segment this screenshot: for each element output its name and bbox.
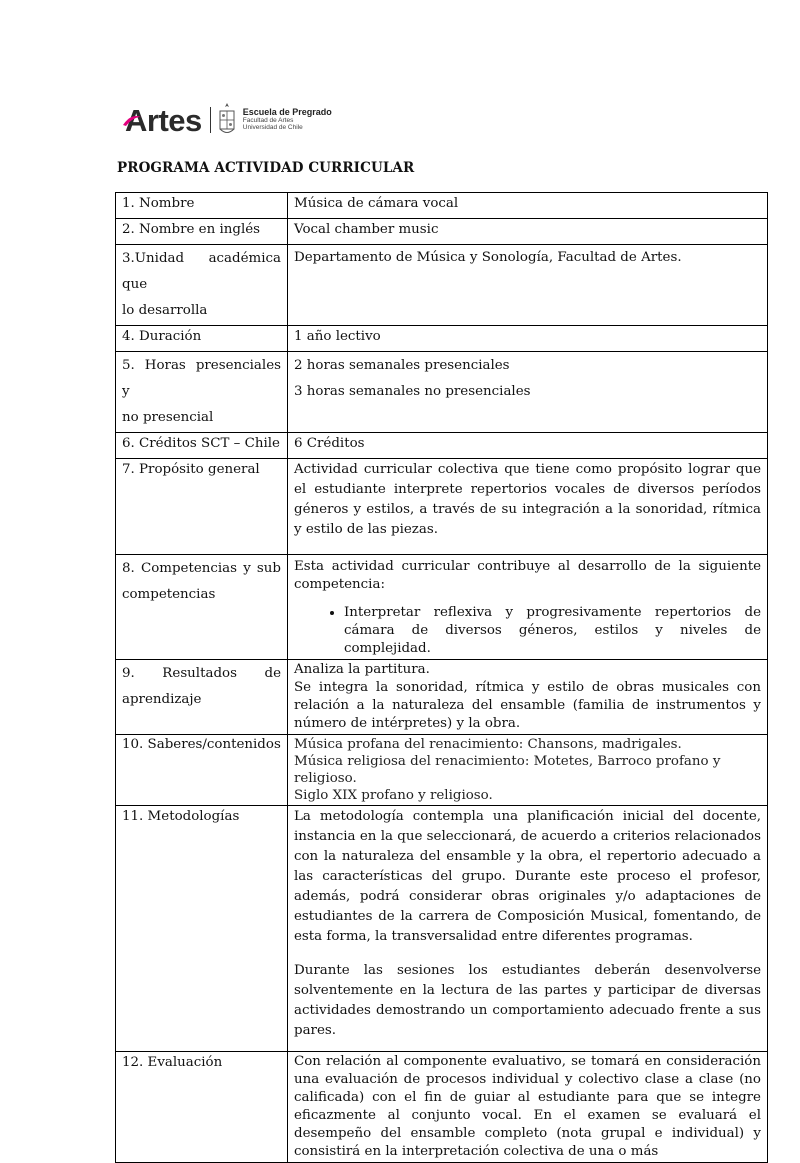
- logo-word-text: Artes: [125, 102, 202, 138]
- row-value: [288, 660, 768, 735]
- competencia-intro: Esta actividad curricular contribuye al desarrollo de la siguiente competencia:: [294, 559, 761, 592]
- row-label-line: 8. Competencias y sub: [122, 561, 281, 576]
- row-value-line: 3 horas semanales no presenciales: [294, 384, 531, 399]
- logo-text-block: [243, 108, 332, 131]
- row-label: [116, 245, 288, 326]
- row-value: [288, 352, 768, 433]
- resultado-line: Analiza la partitura.: [294, 662, 430, 677]
- row-label: 4. Duración: [116, 326, 288, 352]
- table-row-saberes: [116, 735, 768, 806]
- table-row-competencias: [116, 555, 768, 660]
- row-value: Con relación al componente evaluativo, se tomará en consideración una evaluación de procesos individual y colectivo clase a clase (no calificada) con el fin de guiar al estudiante para que se integre eficazmente al conjunto vocal. En el examen se evaluará el desempeño del ensamble completo (nota grupal e individual) y consistirá en la interpretación colectiva de una o más: [288, 1052, 768, 1163]
- table-row-ingles: [116, 219, 768, 245]
- row-value: [288, 735, 768, 806]
- row-value: [288, 555, 768, 660]
- table-row-creditos: [116, 433, 768, 459]
- competencia-list: [294, 604, 761, 658]
- row-label: [116, 352, 288, 433]
- row-label: 2. Nombre en inglés: [116, 219, 288, 245]
- table-row-horas: [116, 352, 768, 433]
- table-row-proposito: [116, 459, 768, 555]
- row-label-line: 9. Resultados de: [122, 666, 281, 681]
- resultado-line: Se integra la sonoridad, rítmica y estilo de obras musicales con relación a la naturaleza del ensamble (familia de instrumentos y número de intérpretes) y la obra.: [294, 680, 761, 731]
- row-label-line: 3.Unidad académica que: [122, 251, 281, 292]
- table-row-metodologias: [116, 806, 768, 1052]
- row-label: 12. Evaluación: [116, 1052, 288, 1163]
- table-row-nombre: [116, 193, 768, 219]
- logo-faculty-name: Facultad de Artes: [242, 116, 294, 124]
- row-label: [116, 555, 288, 660]
- saber-line: Música religiosa del renacimiento: Motetes, Barroco profano y religioso.: [294, 754, 721, 786]
- row-value: Actividad curricular colectiva que tiene como propósito lograr que el estudiante interprete repertorios vocales de diversos períodos géneros y estilos, a través de su integración a la sonoridad, rítmica y estilo de las piezas.: [288, 459, 768, 555]
- row-value: 1 año lectivo: [288, 326, 768, 352]
- row-label-line: no presencial: [122, 410, 214, 425]
- table-row-duracion: [116, 326, 768, 352]
- row-label: 10. Saberes/contenidos: [116, 735, 288, 806]
- row-value: 6 Créditos: [288, 433, 768, 459]
- row-label: [116, 660, 288, 735]
- row-value: [288, 806, 768, 1052]
- table-row-resultados: [116, 660, 768, 735]
- row-label: 6. Créditos SCT – Chile: [116, 433, 288, 459]
- university-seal-icon: [217, 102, 237, 138]
- logo-university-name: Universidad de Chile: [242, 123, 303, 131]
- row-label: 11. Metodologías: [116, 806, 288, 1052]
- metodologia-paragraph: Durante las sesiones los estudiantes deberán desenvolverse solventemente en la lectura de las partes y participar de diversas actividades demostrando un comportamiento adecuado frente a sus pares.: [294, 963, 761, 1038]
- row-label-line: competencias: [122, 587, 216, 602]
- row-label-line: lo desarrolla: [122, 303, 208, 318]
- row-value-line: 2 horas semanales presenciales: [294, 358, 510, 373]
- logo-school-name: Escuela de Pregrado: [242, 107, 332, 118]
- row-label: 1. Nombre: [116, 193, 288, 219]
- metodologia-paragraph: La metodología contempla una planificación inicial del docente, instancia en la que seleccionará, de acuerdo a criterios relacionados con la naturaleza del ensamble y la obra, el repertorio adecuado a las características del grupo. Durante este proceso el profesor, además, podrá considerar obras originales y/o adaptaciones de estudiantes de la carrera de Composición Musical, fomentando, de esta forma, la transversalidad entre diferentes programas.: [294, 809, 761, 944]
- row-value: Vocal chamber music: [288, 219, 768, 245]
- row-label: 7. Propósito general: [116, 459, 288, 555]
- logo-accent-swoosh: [123, 115, 143, 127]
- artes-logo: [125, 100, 332, 140]
- table-row-evaluacion: [116, 1052, 768, 1163]
- row-label-line: aprendizaje: [122, 692, 202, 707]
- logo-wordmark: [125, 102, 202, 138]
- logo-divider: [210, 107, 211, 133]
- saber-line: Siglo XIX profano y religioso.: [294, 788, 493, 803]
- table-row-unidad: [116, 245, 768, 326]
- row-value: Departamento de Música y Sonología, Facultad de Artes.: [288, 245, 768, 326]
- row-label-line: 5. Horas presenciales y: [122, 358, 281, 399]
- row-value: Música de cámara vocal: [288, 193, 768, 219]
- program-table: [115, 192, 768, 1163]
- document-title: PROGRAMA ACTIVIDAD CURRICULAR: [117, 160, 415, 176]
- competencia-item: • Interpretar reflexiva y progresivamente repertorios de cámara de diversos géneros, estilos y niveles de complejidad.: [344, 604, 761, 658]
- saber-line: Música profana del renacimiento: Chansons, madrigales.: [294, 737, 682, 752]
